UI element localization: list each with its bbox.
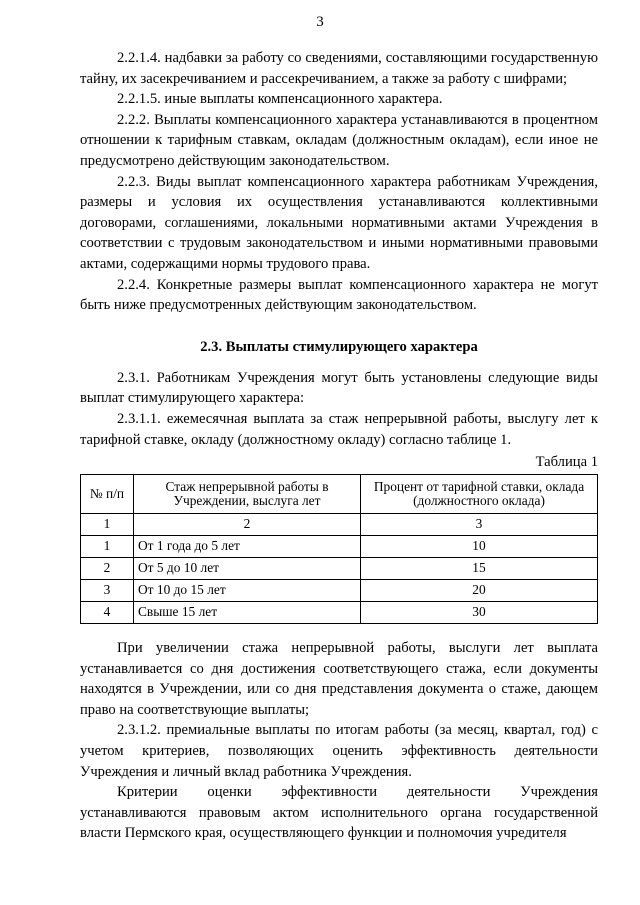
table-cell: 2	[134, 514, 361, 536]
table-cell: От 1 года до 5 лет	[134, 536, 361, 558]
table-row	[81, 536, 598, 558]
table-cell: 15	[361, 558, 598, 580]
paragraph-2-3-1: 2.3.1. Работникам Учреждения могут быть установлены следующие виды выплат стимулирующего характера:	[80, 369, 598, 407]
table-cell: 20	[361, 580, 598, 602]
seniority-table	[80, 474, 598, 624]
table-row	[81, 514, 598, 536]
table-cell: Свыше 15 лет	[134, 602, 361, 624]
paragraph-2-2-1-4: 2.2.1.4. надбавки за работу со сведениями, составляющими государственную тайну, их засекречиванием и рассекречиванием, а также за работу с шифрами;	[80, 50, 598, 87]
table-row	[81, 558, 598, 580]
paragraph-seniority-increase: При увеличении стажа непрерывной работы, выслуги лет выплата устанавливается со дня достижения соответствующего стажа, если документы находятся в Учреждении, или со дня представления документа о стаже, дающем право на соответствующие выплаты;	[80, 640, 598, 718]
table-cell: 2	[81, 558, 134, 580]
table-cell: 30	[361, 602, 598, 624]
page-number: 3	[316, 14, 324, 30]
table-cell: 3	[81, 580, 134, 602]
table-cell: От 10 до 15 лет	[134, 580, 361, 602]
table-cell: 1	[81, 514, 134, 536]
paragraph-criteria: Критерии оценки эффективности деятельности Учреждения устанавливаются правовым актом исполнительного органа государственной власти Пермского края, осуществляющего функции и полномочия учредителя	[80, 784, 598, 842]
table-row	[81, 602, 598, 624]
table-cell: 10	[361, 536, 598, 558]
paragraph-2-2-4: 2.2.4. Конкретные размеры выплат компенсационного характера не могут быть ниже предусмотренных действующим законодательством.	[80, 276, 598, 314]
table-header-seniority: Стаж непрерывной работы в Учреждении, выслуга лет	[134, 475, 361, 514]
table-header-percent: Процент от тарифной ставки, оклада (должностного оклада)	[361, 475, 598, 514]
paragraph-2-3-1-1: 2.3.1.1. ежемесячная выплата за стаж непрерывной работы, выслугу лет к тарифной ставке, окладу (должностному окладу) согласно таблице 1.	[80, 410, 598, 448]
table-cell: От 5 до 10 лет	[134, 558, 361, 580]
table-caption: Таблица 1	[535, 454, 598, 471]
table-header-row	[81, 475, 598, 514]
table-cell: 3	[361, 514, 598, 536]
paragraph-2-2-2: 2.2.2. Выплаты компенсационного характера устанавливаются в процентном отношении к тарифным ставкам, окладам (должностным окладам), если иное не предусмотрено действующим законодательством.	[80, 111, 598, 169]
table-cell: 1	[81, 536, 134, 558]
paragraph-2-3-1-2: 2.3.1.2. премиальные выплаты по итогам работы (за месяц, квартал, год) с учетом критериев, позволяющих оценить эффективность деятельности Учреждения и личный вклад работника Учреждения.	[80, 722, 598, 780]
table-header-number: № п/п	[81, 475, 134, 514]
paragraph-2-2-1-5: 2.2.1.5. иные выплаты компенсационного характера.	[117, 91, 443, 108]
table-cell: 4	[81, 602, 134, 624]
paragraph-2-2-3: 2.2.3. Виды выплат компенсационного характера работникам Учреждения, размеры и условия их осуществления устанавливаются коллективными договорами, соглашениями, локальными нормативными актами Учреждения в соответствии с трудовым законодательством и иными нормативными правовыми актами, содержащими нормы трудового права.	[80, 173, 598, 272]
document-body	[80, 48, 598, 844]
table-row	[81, 580, 598, 602]
section-heading: 2.3. Выплаты стимулирующего характера	[200, 338, 478, 355]
